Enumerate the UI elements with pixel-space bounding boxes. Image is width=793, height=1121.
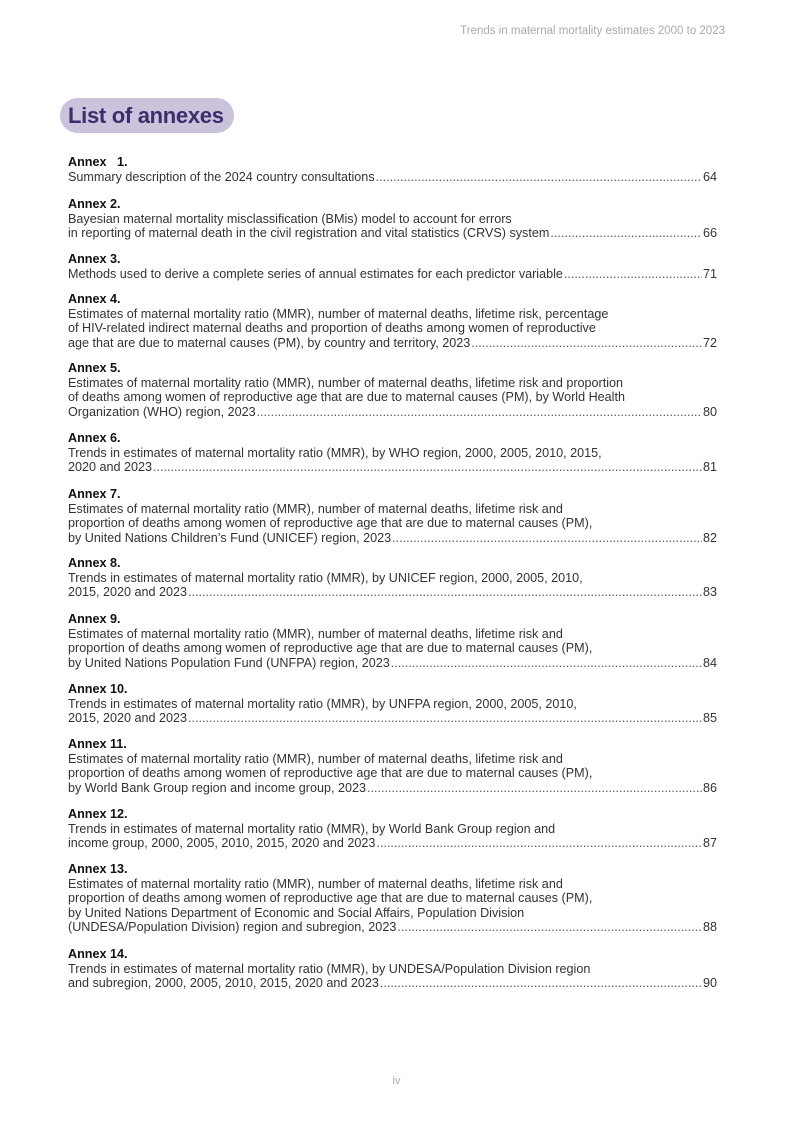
page-ref[interactable]: 81 — [702, 460, 717, 475]
annex-label: Annex 1. — [68, 155, 128, 169]
annex-title-line: Estimates of maternal mortality ratio (MMR), number of maternal deaths, lifetime risk and — [68, 501, 563, 516]
annex-title-line: proportion of deaths among women of reproductive age that are due to maternal causes (PM), — [68, 516, 593, 531]
annex-title-line: Estimates of maternal mortality ratio (MMR), number of maternal deaths, lifetime risk, percentage — [68, 306, 609, 321]
annex-title-line: proportion of deaths among women of reproductive age that are due to maternal causes (PM), — [68, 891, 593, 906]
annex-label: Annex 6. — [68, 431, 121, 445]
annex-title-line: in reporting of maternal death in the civil registration and vital statistics (CRVS) system — [68, 226, 550, 241]
annex-title-line: Trends in estimates of maternal mortality ratio (MMR), by World Bank Group region and — [68, 821, 556, 836]
page-ref[interactable]: 83 — [702, 585, 717, 600]
annex-title-line: Estimates of maternal mortality ratio (MMR), number of maternal deaths, lifetime risk and — [68, 751, 563, 766]
dot-leader — [367, 781, 702, 796]
page-ref[interactable]: 64 — [702, 169, 717, 184]
page-ref[interactable]: 84 — [702, 655, 717, 670]
toc-entry[interactable] — [68, 737, 717, 795]
page-ref[interactable]: 85 — [702, 711, 717, 726]
toc-entry[interactable] — [68, 155, 717, 184]
annex-title-line: income group, 2000, 2005, 2010, 2015, 2020 and 2023 — [68, 836, 376, 851]
annex-title-line: Trends in estimates of maternal mortality ratio (MMR), by UNDESA/Population Division region — [68, 961, 591, 976]
annex-label: Annex 8. — [68, 556, 121, 570]
annex-title-line: Summary description of the 2024 country consultations — [68, 169, 375, 184]
dot-leader — [564, 267, 702, 282]
toc-entry[interactable] — [68, 556, 717, 600]
dot-leader — [391, 656, 702, 671]
page-title: List of annexes — [60, 98, 234, 133]
toc-entry[interactable] — [68, 292, 717, 350]
dot-leader — [376, 170, 702, 185]
dot-leader — [550, 226, 702, 241]
annex-title-line: by United Nations Children’s Fund (UNICEF) region, 2023 — [68, 530, 392, 545]
annex-title-line: 2015, 2020 and 2023 — [68, 585, 188, 600]
annex-title-line: 2015, 2020 and 2023 — [68, 711, 188, 726]
toc-entry[interactable] — [68, 487, 717, 545]
annex-label: Annex 11. — [68, 737, 127, 751]
annex-title-line: of deaths among women of reproductive age that are due to maternal causes (PM), by World Health — [68, 390, 625, 405]
dot-leader — [392, 531, 702, 546]
page-ref[interactable]: 72 — [702, 335, 717, 350]
toc-entry[interactable] — [68, 862, 717, 935]
page-ref[interactable]: 86 — [702, 780, 717, 795]
toc-entry[interactable] — [68, 252, 717, 281]
annex-title-line: of HIV-related indirect maternal deaths and proportion of deaths among women of reproductive — [68, 321, 596, 336]
annex-title-line: by United Nations Population Fund (UNFPA) region, 2023 — [68, 655, 390, 670]
dot-leader — [376, 836, 702, 851]
dot-leader — [188, 585, 702, 600]
toc-entry[interactable] — [68, 612, 717, 670]
annex-label: Annex 2. — [68, 197, 121, 211]
page-ref[interactable]: 82 — [702, 530, 717, 545]
toc-entry[interactable] — [68, 361, 717, 419]
dot-leader — [471, 336, 702, 351]
annex-title-line: Bayesian maternal mortality misclassification (BMis) model to account for errors — [68, 211, 512, 226]
annex-label: Annex 14. — [68, 947, 128, 961]
toc-entry[interactable] — [68, 947, 717, 991]
page-ref[interactable]: 66 — [702, 226, 717, 241]
annex-title-line: age that are due to maternal causes (PM), by country and territory, 2023 — [68, 335, 471, 350]
annex-title-line: proportion of deaths among women of reproductive age that are due to maternal causes (PM), — [68, 766, 593, 781]
annex-label: Annex 3. — [68, 252, 121, 266]
page-ref[interactable]: 71 — [702, 266, 717, 281]
page-ref[interactable]: 90 — [702, 976, 717, 991]
dot-leader — [257, 405, 702, 420]
annex-title-line: proportion of deaths among women of reproductive age that are due to maternal causes (PM), — [68, 641, 593, 656]
annex-title-line: Estimates of maternal mortality ratio (MMR), number of maternal deaths, lifetime risk and — [68, 626, 563, 641]
dot-leader — [380, 976, 702, 991]
annex-label: Annex 12. — [68, 807, 128, 821]
annex-title-line: Trends in estimates of maternal mortality ratio (MMR), by UNICEF region, 2000, 2005, 2010, — [68, 570, 583, 585]
annex-title-line: and subregion, 2000, 2005, 2010, 2015, 2020 and 2023 — [68, 976, 379, 991]
annex-title-line: 2020 and 2023 — [68, 460, 153, 475]
toc-entry[interactable] — [68, 431, 717, 475]
annex-label: Annex 4. — [68, 292, 121, 306]
annex-title-line: by World Bank Group region and income group, 2023 — [68, 780, 367, 795]
dot-leader — [397, 920, 702, 935]
annex-title-line: Trends in estimates of maternal mortality ratio (MMR), by UNFPA region, 2000, 2005, 2010, — [68, 696, 577, 711]
annex-label: Annex 9. — [68, 612, 121, 626]
annex-label: Annex 10. — [68, 682, 128, 696]
annex-label: Annex 7. — [68, 487, 121, 501]
annex-title-line: Organization (WHO) region, 2023 — [68, 404, 256, 419]
page-ref[interactable]: 80 — [702, 404, 717, 419]
toc-entry[interactable] — [68, 682, 717, 726]
page-ref[interactable]: 87 — [702, 836, 717, 851]
page-ref[interactable]: 88 — [702, 920, 717, 935]
dot-leader — [153, 460, 702, 475]
toc-entry[interactable] — [68, 807, 717, 851]
annex-label: Annex 13. — [68, 862, 128, 876]
annex-title-line: Methods used to derive a complete series of annual estimates for each predictor variable — [68, 266, 563, 281]
toc-entry[interactable] — [68, 197, 717, 241]
dot-leader — [188, 711, 702, 726]
page-number: iv — [392, 1075, 401, 1087]
annex-title-line: (UNDESA/Population Division) region and subregion, 2023 — [68, 920, 397, 935]
annex-title-line: Estimates of maternal mortality ratio (MMR), number of maternal deaths, lifetime risk and — [68, 876, 563, 891]
annex-title-line: Estimates of maternal mortality ratio (MMR), number of maternal deaths, lifetime risk and proportion — [68, 375, 624, 390]
annex-label: Annex 5. — [68, 361, 121, 375]
annex-title-line: by United Nations Department of Economic and Social Affairs, Population Division — [68, 905, 525, 920]
running-header: Trends in maternal mortality estimates 2000 to 2023 — [460, 25, 725, 37]
annex-title-line: Trends in estimates of maternal mortality ratio (MMR), by WHO region, 2000, 2005, 2010, 2015, — [68, 445, 602, 460]
